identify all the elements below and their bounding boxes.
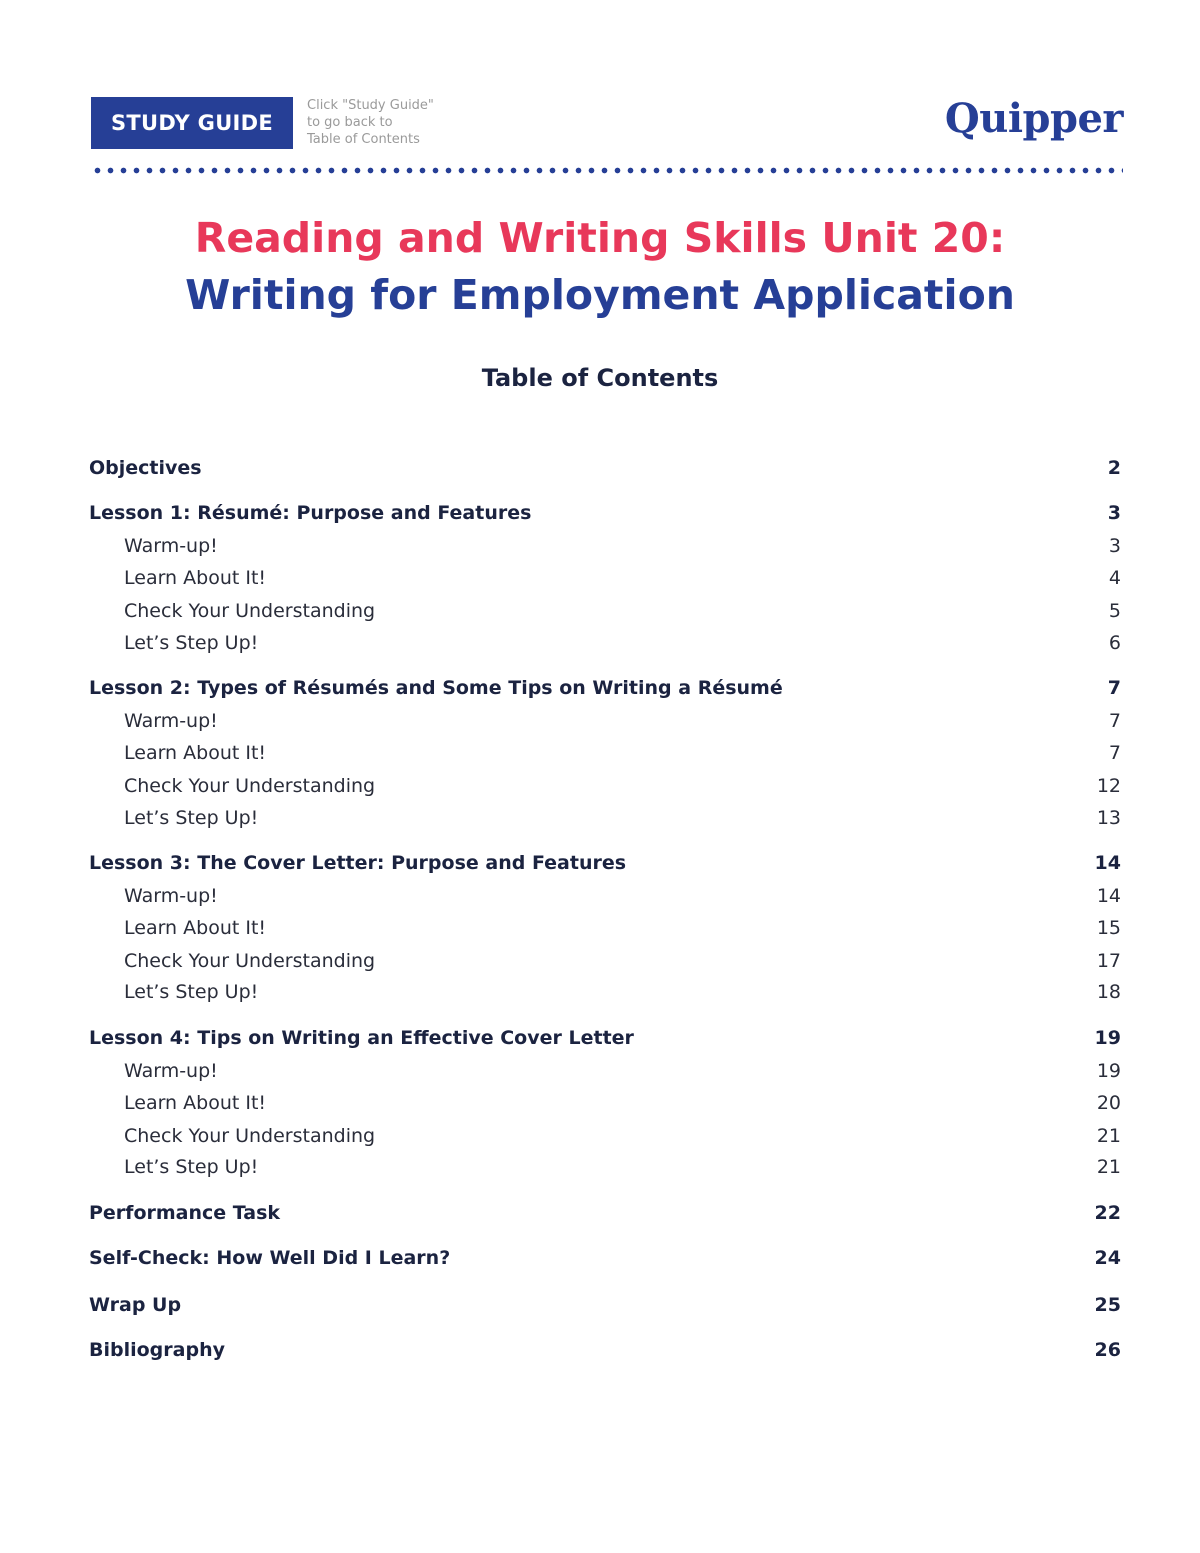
toc-entry-page: 5	[1108, 600, 1121, 622]
page-title-line-1: Reading and Writing Skills Unit 20:	[194, 214, 1006, 262]
toc-entry-page: 4	[1108, 567, 1121, 589]
toc-entry-page: 25	[1094, 1294, 1121, 1316]
toc-entry-label: Let’s Step Up!	[124, 807, 259, 829]
toc-entry-page: 24	[1094, 1247, 1121, 1269]
toc-entry-page: 19	[1094, 1027, 1121, 1049]
toc-entry-label: Performance Task	[89, 1202, 281, 1224]
toc-entry-objectives[interactable]	[89, 457, 1121, 487]
toc-entry-label: Check Your Understanding	[124, 775, 376, 797]
toc-entry-label: Learn About It!	[124, 917, 267, 939]
toc-entry-label: Lesson 4: Tips on Writing an Effective Cover Letter	[89, 1027, 634, 1049]
toc-entry-lesson-1-check[interactable]	[89, 600, 1121, 630]
toc-entry-lesson-2-check[interactable]	[89, 775, 1121, 805]
toc-entry-lesson-3-check[interactable]	[89, 950, 1121, 980]
toc-entry-label: Lesson 1: Résumé: Purpose and Features	[89, 502, 532, 524]
dotted-divider	[91, 167, 1123, 174]
toc-entry-page: 7	[1107, 677, 1121, 699]
toc-entry-lesson-3-learn[interactable]	[89, 917, 1121, 947]
toc-entry-page: 2	[1107, 457, 1121, 479]
toc-entry-lesson-3-step-up[interactable]	[89, 981, 1121, 1011]
page-title-line-2: Writing for Employment Application	[185, 271, 1015, 319]
toc-entry-page: 21	[1096, 1125, 1121, 1147]
toc-entry-lesson-4-check[interactable]	[89, 1125, 1121, 1155]
toc-entry-lesson-1-warm-up[interactable]	[89, 535, 1121, 565]
toc-entry-lesson-1-step-up[interactable]	[89, 632, 1121, 662]
toc-entry-label: Let’s Step Up!	[124, 981, 259, 1003]
toc-entry-page: 17	[1096, 950, 1121, 972]
toc-entry-label: Learn About It!	[124, 742, 267, 764]
toc-entry-page: 18	[1096, 981, 1121, 1003]
toc-entry-label: Check Your Understanding	[124, 950, 376, 972]
toc-entry-lesson-3-warm-up[interactable]	[89, 885, 1121, 915]
toc-entry-label: Bibliography	[89, 1339, 225, 1361]
toc-entry-label: Learn About It!	[124, 1092, 267, 1114]
toc-entry-label: Warm-up!	[124, 535, 218, 557]
toc-entry-page: 13	[1096, 807, 1121, 829]
toc-entry-label: Learn About It!	[124, 567, 267, 589]
toc-entry-label: Let’s Step Up!	[124, 632, 259, 654]
toc-entry-label: Self-Check: How Well Did I Learn?	[89, 1247, 451, 1269]
toc-entry-lesson-4-learn[interactable]	[89, 1092, 1121, 1122]
toc-entry-lesson-1-learn[interactable]	[89, 567, 1121, 597]
toc-entry-page: 15	[1096, 917, 1121, 939]
toc-entry-label: Let’s Step Up!	[124, 1156, 259, 1178]
toc-entry-label: Warm-up!	[124, 1060, 218, 1082]
quipper-logo: Quipper	[944, 95, 1123, 142]
toc-entry-label: Lesson 2: Types of Résumés and Some Tips on Writing a Résumé	[89, 677, 783, 699]
toc-entry-page: 3	[1108, 535, 1121, 557]
toc-entry-lesson-1[interactable]	[89, 502, 1121, 532]
toc-entry-lesson-4-step-up[interactable]	[89, 1156, 1121, 1186]
toc-entry-label: Warm-up!	[124, 885, 218, 907]
toc-entry-lesson-4[interactable]	[89, 1027, 1121, 1057]
toc-entry-performance-task[interactable]	[89, 1202, 1121, 1232]
study-guide-note	[307, 97, 467, 148]
toc-entry-page: 7	[1108, 742, 1121, 764]
toc-entry-page: 12	[1096, 775, 1121, 797]
toc-entry-lesson-2-learn[interactable]	[89, 742, 1121, 772]
toc-entry-lesson-4-warm-up[interactable]	[89, 1060, 1121, 1090]
toc-entry-lesson-2[interactable]	[89, 677, 1121, 707]
toc-entry-label: Warm-up!	[124, 710, 218, 732]
toc-entry-page: 20	[1096, 1092, 1121, 1114]
toc-entry-self-check[interactable]	[89, 1247, 1121, 1277]
toc-entry-page: 14	[1094, 852, 1121, 874]
toc-entry-page: 3	[1107, 502, 1121, 524]
toc-entry-page: 26	[1094, 1339, 1121, 1361]
toc-entry-label: Check Your Understanding	[124, 1125, 376, 1147]
toc-entry-lesson-3[interactable]	[89, 852, 1121, 882]
toc-entry-page: 21	[1096, 1156, 1121, 1178]
note-line: Table of Contents	[307, 132, 420, 147]
toc-heading: Table of Contents	[481, 364, 719, 392]
toc-entry-label: Lesson 3: The Cover Letter: Purpose and Features	[89, 852, 627, 874]
toc-entry-wrap-up[interactable]	[89, 1294, 1121, 1324]
toc-entry-label: Check Your Understanding	[124, 600, 376, 622]
toc-entry-label: Objectives	[89, 457, 202, 479]
toc-entry-label: Wrap Up	[89, 1294, 182, 1316]
toc-entry-page: 14	[1096, 885, 1121, 907]
toc-entry-page: 22	[1094, 1202, 1121, 1224]
toc-entry-page: 19	[1096, 1060, 1121, 1082]
toc-entry-lesson-2-warm-up[interactable]	[89, 710, 1121, 740]
note-line: Click "Study Guide"	[307, 98, 434, 113]
toc-entry-page: 7	[1108, 710, 1121, 732]
study-guide-button[interactable]: STUDY GUIDE	[91, 97, 293, 149]
toc-entry-lesson-2-step-up[interactable]	[89, 807, 1121, 837]
note-line: to go back to	[307, 115, 393, 130]
header	[91, 97, 1123, 149]
toc-entry-page: 6	[1108, 632, 1121, 654]
toc-entry-bibliography[interactable]	[89, 1339, 1121, 1369]
